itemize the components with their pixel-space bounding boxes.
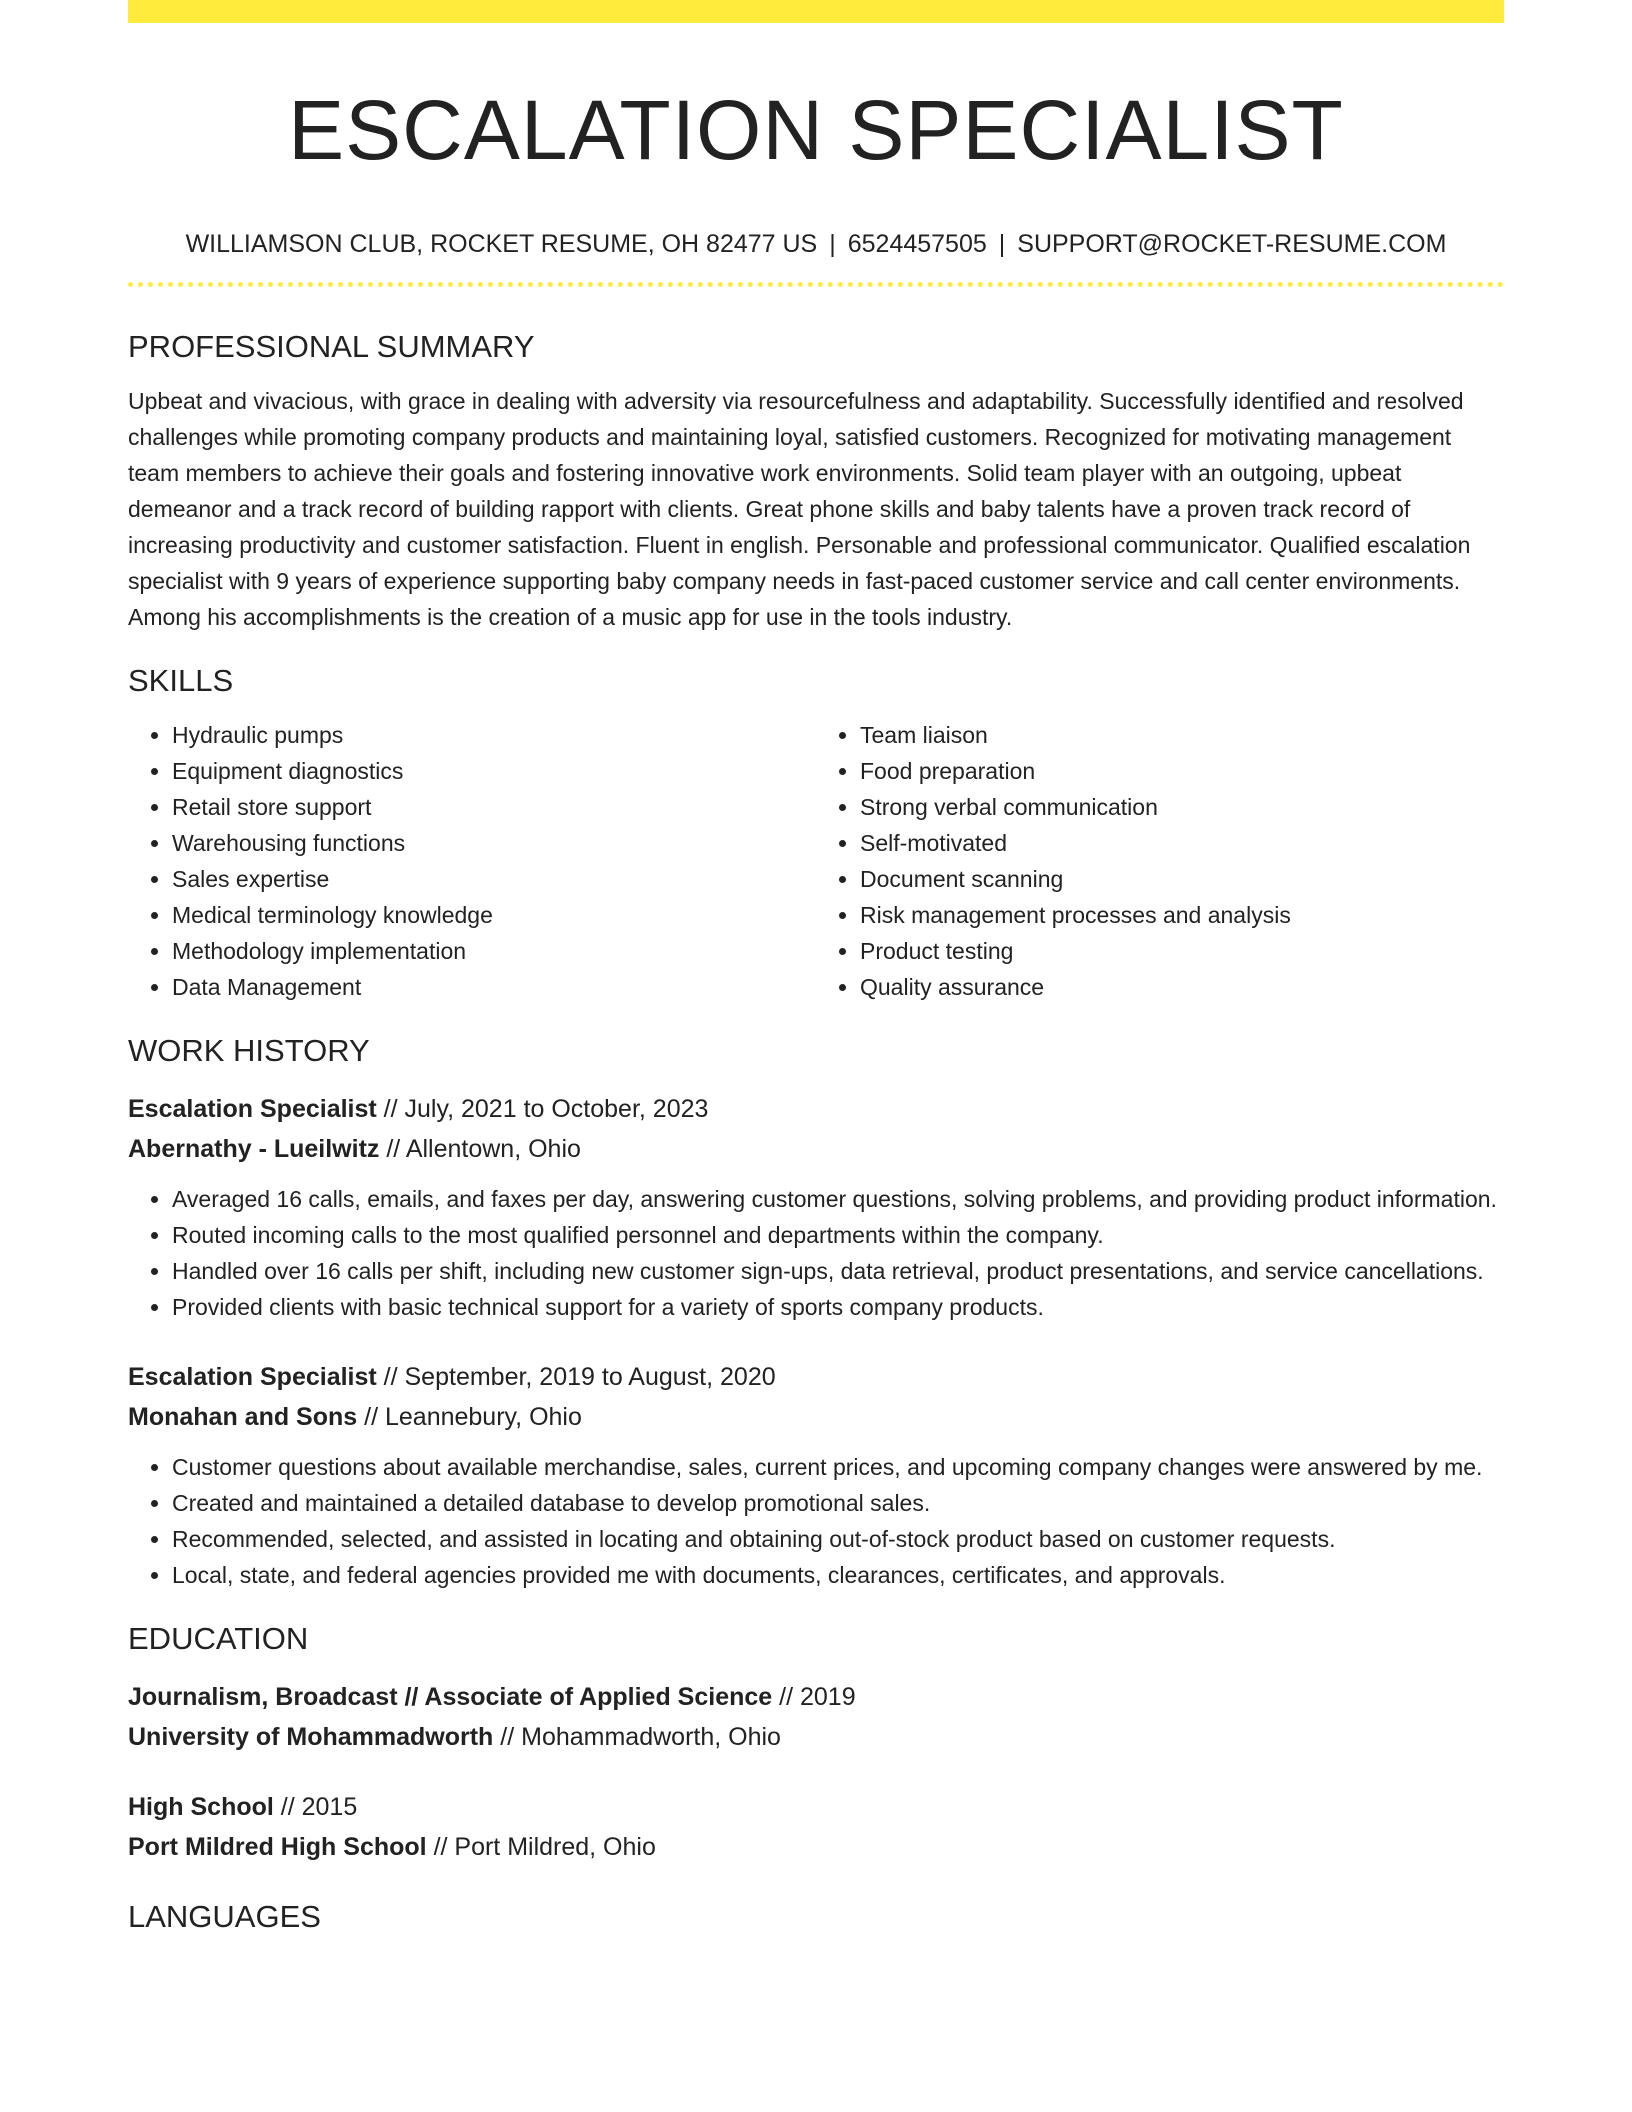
contact-phone: 6524457505 (847, 230, 987, 258)
skill-item: • Team liaison (860, 717, 1504, 753)
skill-item: • Medical terminology knowledge (172, 897, 816, 933)
job-entry (128, 1357, 1504, 1593)
skill-item: • Methodology implementation (172, 933, 816, 969)
job-bullet: • Handled over 16 calls per shift, including new customer sign-ups, data retrieval, product presentations, and service cancellations. (172, 1253, 1504, 1289)
job-bullet: • Recommended, selected, and assisted in locating and obtaining out-of-stock product based on customer requests. (172, 1521, 1504, 1557)
skill-item: • Document scanning (860, 861, 1504, 897)
job-role: Escalation Specialist (128, 1363, 377, 1391)
work-history-heading: WORK HISTORY (128, 1033, 370, 1068)
job-dates: // July, 2021 to October, 2023 (383, 1095, 709, 1123)
education-heading: EDUCATION (128, 1621, 309, 1656)
skill-item: • Food preparation (860, 753, 1504, 789)
skill-item: • Data Management (172, 969, 816, 1005)
contact-line (128, 228, 1504, 260)
education-degree: High School (128, 1793, 274, 1821)
job-bullet: • Routed incoming calls to the most qualified personnel and departments within the company. (172, 1217, 1504, 1253)
education-degree-line (128, 1677, 1504, 1717)
skills-column-right (816, 717, 1504, 1005)
education-location: // Port Mildred, Ohio (433, 1833, 656, 1861)
skills-heading: SKILLS (128, 663, 234, 698)
education-school: University of Mohammadworth (128, 1723, 494, 1751)
skill-item: • Self-motivated (860, 825, 1504, 861)
job-bullet: • Averaged 16 calls, emails, and faxes per day, answering customer questions, solving problems, and providing product information. (172, 1181, 1504, 1217)
contact-email: SUPPORT@ROCKET-RESUME.COM (1017, 230, 1447, 258)
contact-separator: | (998, 230, 1006, 258)
job-bullet: • Provided clients with basic technical support for a variety of sports company products. (172, 1289, 1504, 1325)
dotted-divider (128, 282, 1504, 287)
skill-item: • Retail store support (172, 789, 816, 825)
education-school: Port Mildred High School (128, 1833, 427, 1861)
skill-item: • Product testing (860, 933, 1504, 969)
job-bullets (128, 1449, 1504, 1593)
job-title-line (128, 1089, 1504, 1129)
job-location: // Leannebury, Ohio (364, 1403, 582, 1431)
contact-separator: | (829, 230, 836, 258)
job-company: Abernathy - Lueilwitz (128, 1135, 380, 1163)
job-company-line (128, 1129, 1504, 1169)
summary-heading: PROFESSIONAL SUMMARY (128, 329, 535, 364)
education-entry (128, 1787, 1504, 1867)
job-location: // Allentown, Ohio (386, 1135, 581, 1163)
education-degree: Journalism, Broadcast // Associate of Applied Science (128, 1683, 773, 1711)
skill-item: • Quality assurance (860, 969, 1504, 1005)
skill-item: • Risk management processes and analysis (860, 897, 1504, 933)
skills-column-left (128, 717, 816, 1005)
job-bullet: • Local, state, and federal agencies provided me with documents, clearances, certificates, and approvals. (172, 1557, 1504, 1593)
skills-list (128, 717, 1504, 1005)
job-dates: // September, 2019 to August, 2020 (383, 1363, 776, 1391)
languages-heading: LANGUAGES (128, 1899, 321, 1934)
job-role: Escalation Specialist (128, 1095, 377, 1123)
resume-content (128, 0, 1504, 1937)
education-degree-line (128, 1787, 1504, 1827)
education-location: // Mohammadworth, Ohio (500, 1723, 781, 1751)
job-entry (128, 1089, 1504, 1325)
skill-item: • Hydraulic pumps (172, 717, 816, 753)
job-bullet: • Customer questions about available merchandise, sales, current prices, and upcoming company changes were answered by me. (172, 1449, 1504, 1485)
summary-text: Upbeat and vivacious, with grace in dealing with adversity via resourcefulness and adaptability. Successfully identified and resolved challenges while promoting company products and maintaining loyal, satisfied customers. Recognized for motivating management team members to achieve their goals and fostering innovative work environments. Solid team player with an outgoing, upbeat demeanor and a track record of building rapport with clients. Great phone skills and baby talents have a proven track record of increasing productivity and customer satisfaction. Fluent in english. Personable and professional communicator. Qualified escalation specialist with 9 years of experience supporting baby company needs in fast-paced customer service and call center environments. Among his accomplishments is the creation of a music app for use in the tools industry. (128, 388, 1471, 630)
education-year: // 2019 (779, 1683, 856, 1711)
job-bullet: • Created and maintained a detailed database to develop promotional sales. (172, 1485, 1504, 1521)
job-title-line (128, 1357, 1504, 1397)
job-company: Monahan and Sons (128, 1403, 358, 1431)
skill-item: • Equipment diagnostics (172, 753, 816, 789)
education-school-line (128, 1717, 1504, 1757)
resume-name: ESCALATION SPECIALIST (288, 83, 1344, 177)
education-year: // 2015 (280, 1793, 358, 1821)
skill-item: • Sales expertise (172, 861, 816, 897)
skill-item: • Warehousing functions (172, 825, 816, 861)
skill-item: • Strong verbal communication (860, 789, 1504, 825)
education-entry (128, 1677, 1504, 1757)
contact-address: WILLIAMSON CLUB, ROCKET RESUME, OH 82477 US (185, 230, 818, 258)
job-bullets (128, 1181, 1504, 1325)
education-school-line (128, 1827, 1504, 1867)
job-company-line (128, 1397, 1504, 1437)
